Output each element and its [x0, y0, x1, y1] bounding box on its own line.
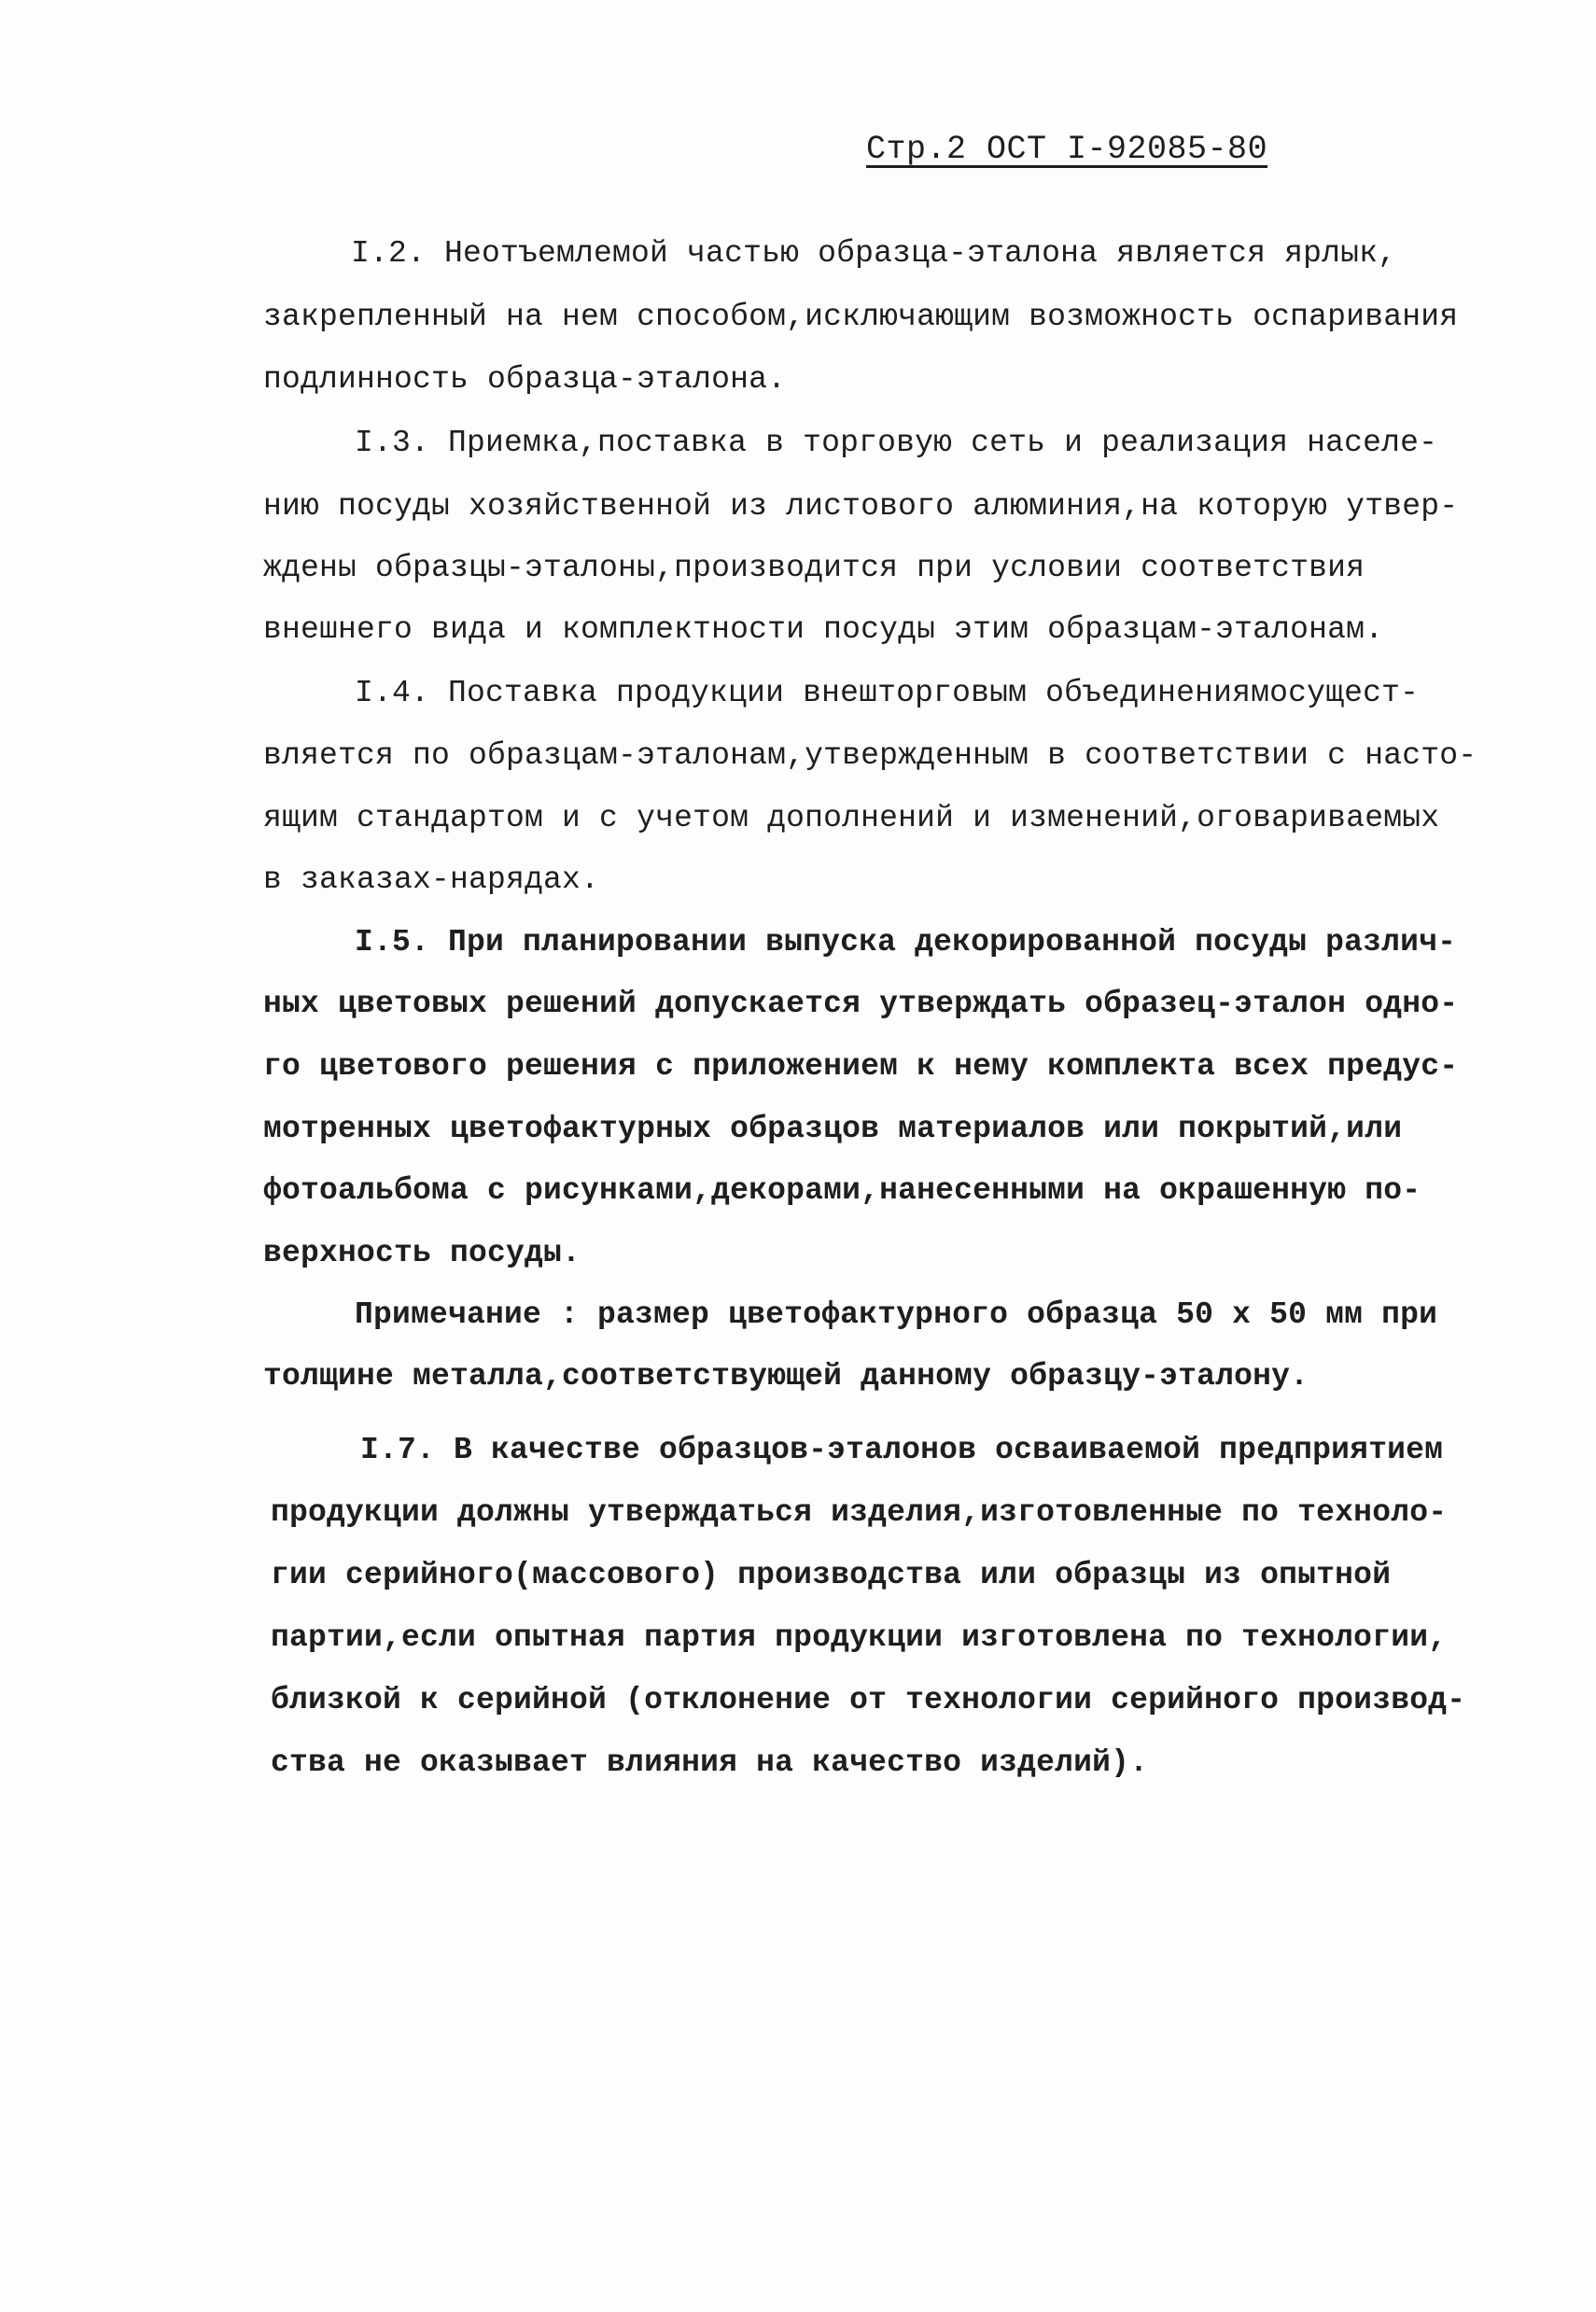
text-line: I.4. Поставка продукции внешторговым объединениямосущест-	[355, 676, 1420, 710]
text-line: I.7. В качестве образцов-эталонов осваиваемой предприятием	[360, 1433, 1444, 1467]
note-line: Примечание : размер цветофактурного образца 50 х 50 мм при	[355, 1297, 1438, 1332]
page-header-reference: Стр.2 ОСТ I-92085-80	[866, 131, 1268, 168]
text-line: мотренных цветофактурных образцов материалов или покрытий,или	[263, 1112, 1403, 1146]
text-line: ства не оказывает влияния на качество изделий).	[271, 1745, 1149, 1780]
text-line: гии серийного(массового) производства или образцы из опытной	[271, 1558, 1392, 1592]
text-line: I.2. Неотъемлемой частью образца-эталона является ярлык,	[351, 236, 1397, 271]
text-line: в заказах-нарядах.	[263, 862, 600, 897]
text-line: продукции должны утверждаться изделия,изготовленные по техноло-	[271, 1495, 1448, 1530]
text-line: ждены образцы-эталоны,производится при условии соответствия	[263, 551, 1365, 585]
text-line: I.3. Приемка,поставка в торговую сеть и реализация населе-	[355, 426, 1438, 460]
text-line: ящим стандартом и с учетом дополнений и изменений,оговариваемых	[263, 801, 1440, 835]
text-line: закрепленный на нем способом,исключающим возможность оспаривания	[263, 300, 1459, 334]
text-line: го цветового решения с приложением к нему комплекта всех предус-	[263, 1049, 1459, 1084]
text-line: подлинность образца-эталона.	[263, 362, 787, 397]
note-line: толщине металла,соответствующей данному образцу-эталону.	[263, 1359, 1309, 1394]
text-line: фотоальбома с рисунками,декорами,нанесенными на окрашенную по-	[263, 1173, 1421, 1208]
text-line: ных цветовых решений допускается утверждать образец-эталон одно-	[263, 987, 1459, 1021]
text-line: вляется по образцам-эталонам,утвержденным в соответствии с насто-	[263, 738, 1477, 773]
text-line: близкой к серийной (отклонение от технологии серийного производ-	[271, 1683, 1466, 1717]
text-line: партии,если опытная партия продукции изготовлена по технологии,	[271, 1620, 1448, 1655]
text-line: внешнего вида и комплектности посуды этим образцам-эталонам.	[263, 612, 1384, 647]
text-line: верхность посуды.	[263, 1236, 581, 1270]
text-line: нию посуды хозяйственной из листового алюминия,на которую утвер-	[263, 489, 1459, 524]
text-line: I.5. При планировании выпуска декорированной посуды различ-	[355, 925, 1457, 960]
